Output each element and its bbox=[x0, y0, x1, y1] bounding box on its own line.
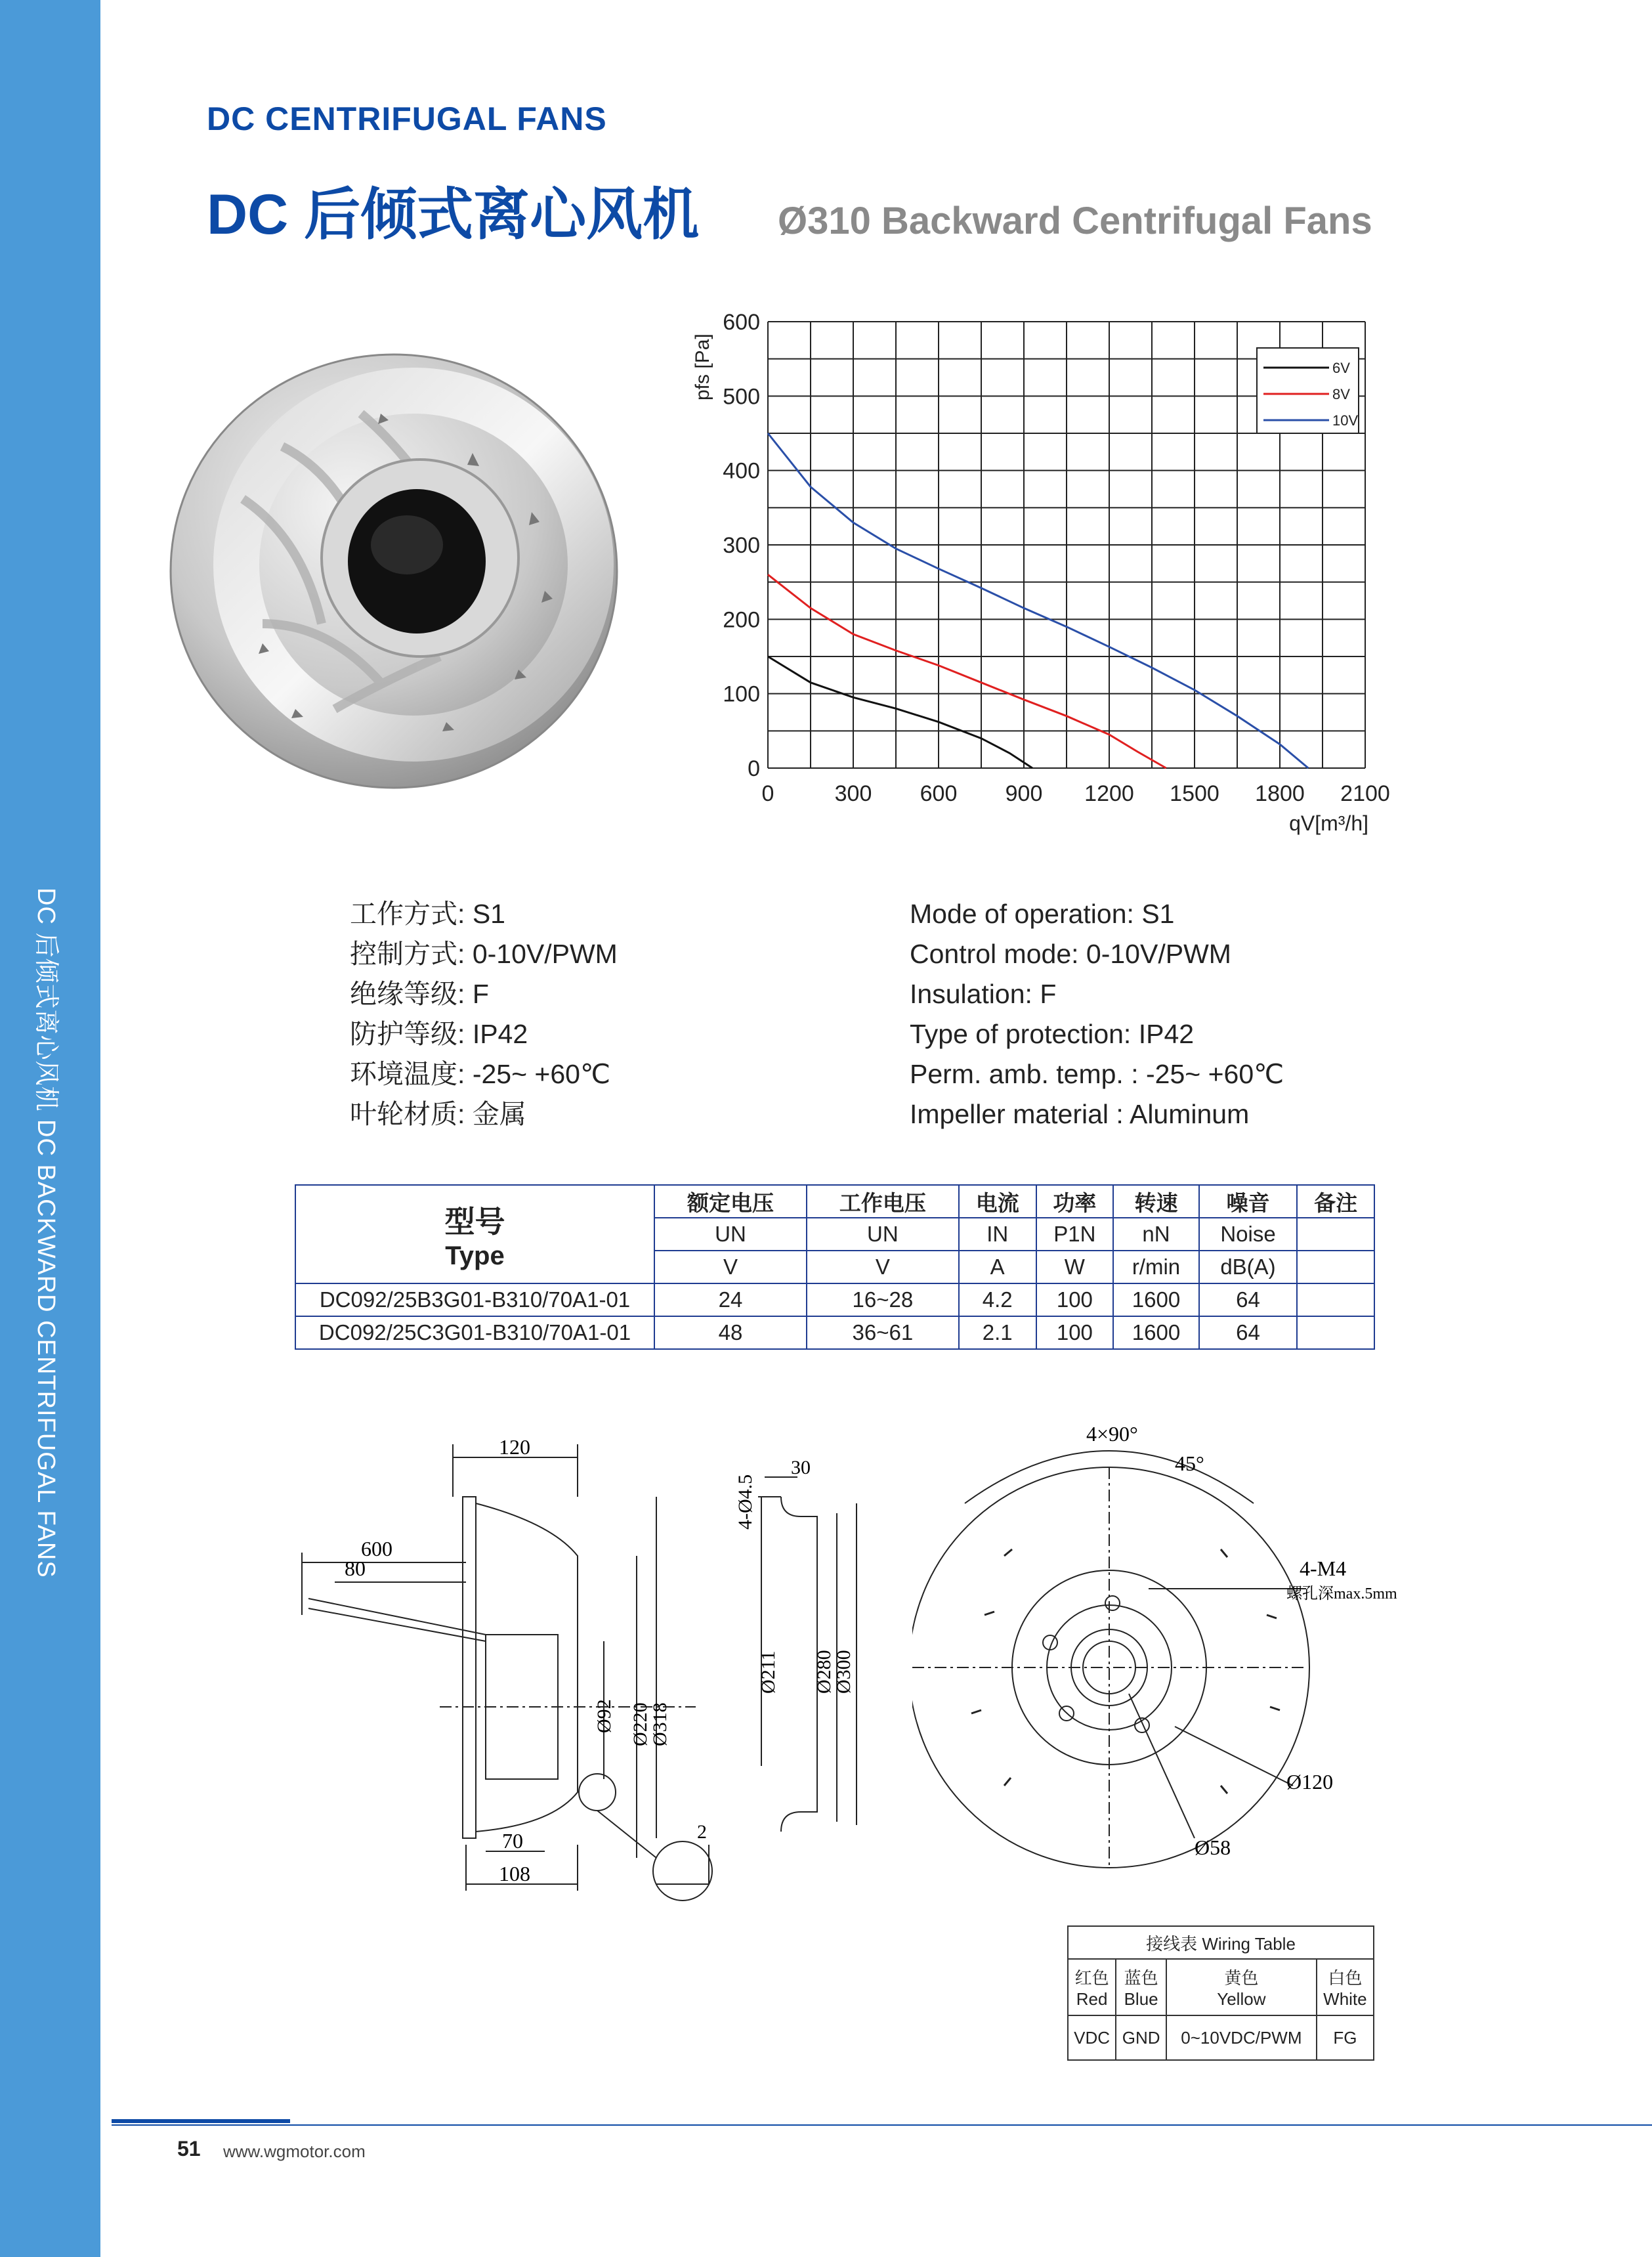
page-number: 51 bbox=[177, 2137, 201, 2160]
y-tick-label: 0 bbox=[748, 756, 760, 781]
y-tick-label: 200 bbox=[723, 607, 760, 633]
svg-text:4-M4: 4-M4 bbox=[1300, 1557, 1347, 1580]
svg-text:螺孔深max.5mm: 螺孔深max.5mm bbox=[1286, 1585, 1397, 1602]
x-tick-label: 600 bbox=[920, 781, 958, 806]
specs-cn bbox=[350, 894, 618, 1134]
legend-label: 10V bbox=[1332, 412, 1359, 429]
table-row: DC092/25B3G01-B310/70A1-01 24 16~28 4.2 100 1600 64 bbox=[295, 1283, 1374, 1316]
svg-text:Ø211: Ø211 bbox=[757, 1650, 779, 1694]
footer-accent-bar bbox=[112, 2119, 290, 2123]
spec-row: Insulation: F bbox=[910, 979, 1057, 1009]
spec-row: Control mode: 0-10V/PWM bbox=[910, 939, 1231, 969]
svg-text:2: 2 bbox=[697, 1821, 707, 1843]
legend-label: 8V bbox=[1332, 386, 1350, 402]
svg-text:Ø280: Ø280 bbox=[813, 1650, 835, 1694]
y-tick-label: 300 bbox=[723, 533, 760, 558]
x-tick-label: 0 bbox=[761, 781, 774, 806]
spec-row: 工作方式: S1 bbox=[350, 899, 505, 929]
svg-text:80: 80 bbox=[345, 1557, 366, 1580]
type-header-cell: 型号 Type bbox=[295, 1185, 654, 1283]
footer-rule bbox=[112, 2124, 1652, 2126]
section-drawing bbox=[732, 1444, 896, 1851]
svg-text:30: 30 bbox=[791, 1457, 811, 1478]
spec-row: 控制方式: 0-10V/PWM bbox=[350, 939, 618, 969]
spec-row: 防护等级: IP42 bbox=[350, 1019, 528, 1049]
page-title-en: Ø310 Backward Centrifugal Fans bbox=[778, 200, 1372, 242]
sidebar-vertical-text: DC 后倾式离心风机 DC BACKWARD CENTRIFUGAL FANS bbox=[32, 888, 60, 1578]
svg-text:Ø300: Ø300 bbox=[833, 1650, 855, 1694]
y-axis-label: pfs [Pa] bbox=[692, 333, 713, 400]
sidebar-band bbox=[0, 0, 100, 2257]
performance-chart bbox=[689, 302, 1411, 847]
spec-row: Perm. amb. temp. : -25~ +60℃ bbox=[910, 1059, 1284, 1089]
series-line-8V bbox=[768, 574, 1166, 768]
spec-row: 环境温度: -25~ +60℃ bbox=[350, 1059, 610, 1089]
series-line-6V bbox=[768, 656, 1032, 768]
series-line-10V bbox=[768, 433, 1308, 768]
x-tick-label: 1800 bbox=[1255, 781, 1305, 806]
svg-text:Ø318: Ø318 bbox=[649, 1702, 671, 1746]
svg-text:Ø220: Ø220 bbox=[629, 1702, 651, 1746]
category-heading: DC CENTRIFUGAL FANS bbox=[207, 100, 607, 137]
page-title-cn: DC 后倾式离心风机 bbox=[207, 183, 700, 246]
x-tick-label: 2100 bbox=[1340, 781, 1390, 806]
x-tick-label: 900 bbox=[1005, 781, 1043, 806]
svg-text:Ø58: Ø58 bbox=[1195, 1836, 1231, 1859]
x-tick-label: 1500 bbox=[1170, 781, 1219, 806]
x-axis-label: qV[m³/h] bbox=[1289, 811, 1368, 835]
y-tick-label: 500 bbox=[723, 384, 760, 410]
svg-text:Ø120: Ø120 bbox=[1286, 1770, 1334, 1794]
spec-row: 绝缘等级: F bbox=[350, 979, 489, 1009]
svg-text:45°: 45° bbox=[1175, 1451, 1204, 1475]
svg-text:4×90°: 4×90° bbox=[1086, 1422, 1138, 1446]
front-view-drawing bbox=[912, 1418, 1411, 1891]
svg-text:4-Ø4.5: 4-Ø4.5 bbox=[734, 1474, 756, 1530]
svg-text:600: 600 bbox=[361, 1537, 392, 1560]
spec-row: 叶轮材质: 金属 bbox=[350, 1099, 526, 1129]
y-tick-label: 400 bbox=[723, 458, 760, 484]
spec-row: Type of protection: IP42 bbox=[910, 1019, 1195, 1049]
fan-product-image bbox=[164, 341, 624, 801]
x-tick-label: 1200 bbox=[1084, 781, 1134, 806]
spec-row: Mode of operation: S1 bbox=[910, 899, 1175, 929]
svg-text:Ø92: Ø92 bbox=[593, 1699, 615, 1733]
table-row: DC092/25C3G01-B310/70A1-01 48 36~61 2.1 100 1600 64 bbox=[295, 1316, 1374, 1349]
svg-text:108: 108 bbox=[499, 1862, 530, 1885]
wiring-table: 接线表 Wiring Table 红色 Red 蓝色 Blue 黄色 Yellow 白色 White VDC GND 0~10VDC/PWM FG bbox=[1067, 1925, 1374, 2061]
legend-label: 6V bbox=[1332, 360, 1350, 376]
specs-en bbox=[910, 894, 1284, 1134]
svg-text:70: 70 bbox=[502, 1829, 523, 1853]
y-tick-label: 600 bbox=[723, 310, 760, 335]
svg-text:120: 120 bbox=[499, 1435, 530, 1459]
y-tick-label: 100 bbox=[723, 681, 760, 707]
type-table: 型号 Type 额定电压 工作电压 电流 功率 转速 噪音 备注 UN UN IN P1N nN Noise V V A W r/min dB(A) DC092/25B3G01-B310/70A1-01 24 16~28 4.2 100 1600 64 DC092/25C3G01-B310/70A1-01 48 36~61 2.1 100 1600 64 bbox=[295, 1184, 1375, 1350]
website-url: www.wgmotor.com bbox=[223, 2141, 366, 2161]
x-tick-label: 300 bbox=[834, 781, 872, 806]
spec-row: Impeller material : Aluminum bbox=[910, 1099, 1250, 1129]
